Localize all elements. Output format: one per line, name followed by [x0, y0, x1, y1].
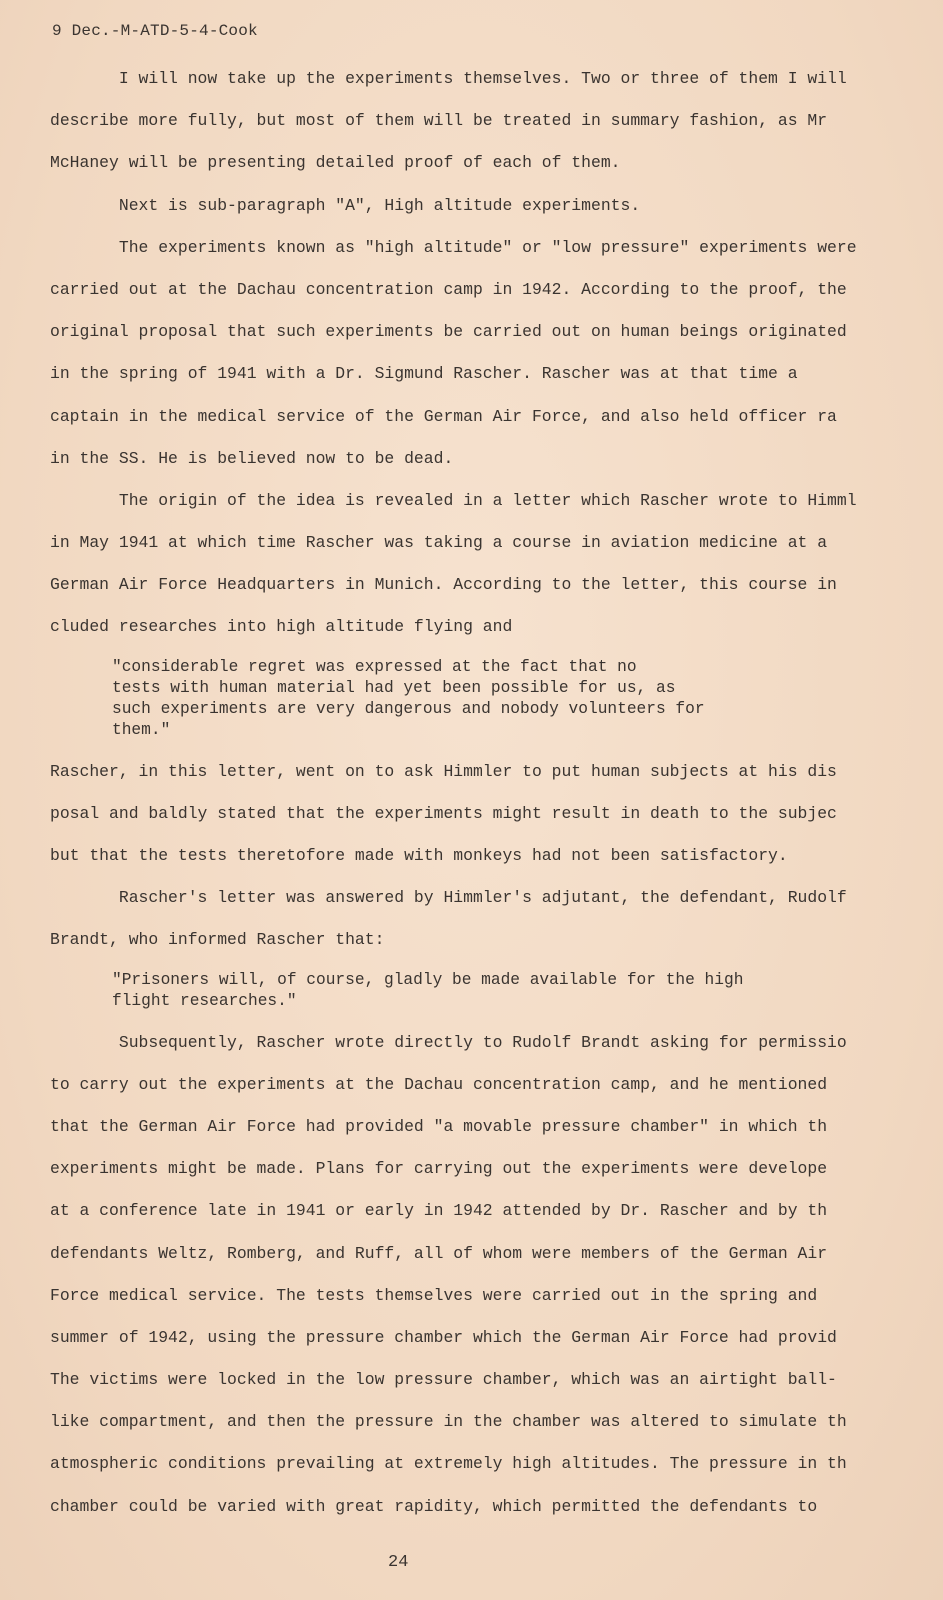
paragraph-3 [50, 227, 870, 480]
text-line: but that the tests theretofore made with monkeys had not been satisfactory. [50, 846, 788, 865]
quote-line: them." [112, 720, 171, 739]
paragraph-5 [50, 751, 870, 878]
page-number: 24 [388, 1553, 409, 1572]
quote-line: such experiments are very dangerous and nobody volunteers for [112, 699, 705, 718]
text-line: in the spring of 1941 with a Dr. Sigmund Rascher. Rascher was at that time a [50, 364, 798, 384]
text-line: captain in the medical service of the German Air Force, and also held officer ra [50, 406, 837, 426]
text-line: in May 1941 at which time Rascher was taking a course in aviation medicine at a [50, 533, 828, 553]
text-line: I will now take up the experiments themselves. Two or three of them I will [50, 69, 847, 88]
text-line: German Air Force Headquarters in Munich. According to the letter, this course in [50, 575, 837, 595]
paragraph-7 [50, 1022, 870, 1528]
quote-line: tests with human material had yet been possible for us, as [112, 678, 676, 697]
text-line: Brandt, who informed Rascher that: [50, 930, 385, 950]
text-line: McHaney will be presenting detailed proof of each of them. [50, 153, 621, 173]
text-line: carried out at the Dachau concentration camp in 1942. According to the proof, the [50, 279, 847, 299]
text-line: in the SS. He is believed now to be dead. [50, 448, 454, 468]
page-header: 9 Dec.-M-ATD-5-4-Cook [52, 22, 258, 40]
quote-line: "Prisoners will, of course, gladly be made available for the high [112, 970, 744, 989]
text-line: original proposal that such experiments be carried out on human beings originated [50, 322, 847, 342]
block-quote-1 [112, 649, 870, 751]
paragraph-1 [50, 58, 870, 185]
text-line: describe more fully, but most of them will be treated in summary fashion, as Mr [50, 111, 828, 131]
block-quote-2 [112, 962, 870, 1022]
quote-line: "considerable regret was expressed at the fact that no [112, 657, 637, 676]
text-line: that the German Air Force had provided "a movable pressure chamber" in which th [50, 1116, 828, 1136]
text-line: The experiments known as "high altitude" or "low pressure" experiments were [50, 237, 857, 257]
text-line: Rascher's letter was answered by Himmler's adjutant, the defendant, Rudolf [50, 888, 847, 908]
text-line: Force medical service. The tests themselves were carried out in the spring and [50, 1285, 818, 1305]
paragraph-2 [50, 185, 870, 227]
text-line: posal and baldly stated that the experiments might result in death to the subjec [50, 803, 837, 823]
paragraph-4 [50, 480, 870, 649]
text-line: cluded researches into high altitude flying and [50, 617, 513, 637]
text-line: Next is sub-paragraph "A", High altitude experiments. [50, 195, 641, 215]
quote-line: flight researches." [112, 991, 297, 1010]
text-line: chamber could be varied with great rapidity, which permitted the defendants to [50, 1496, 818, 1516]
paragraph-6 [50, 877, 870, 961]
document-body [50, 58, 870, 1528]
text-line: like compartment, and then the pressure in the chamber was altered to simulate th [50, 1412, 847, 1432]
text-line: Rascher, in this letter, went on to ask Himmler to put human subjects at his dis [50, 761, 837, 781]
text-line: at a conference late in 1941 or early in 1942 attended by Dr. Rascher and by th [50, 1201, 828, 1221]
text-line: summer of 1942, using the pressure chamber which the German Air Force had provid [50, 1327, 837, 1347]
text-line: defendants Weltz, Romberg, and Ruff, all of whom were members of the German Air [50, 1243, 828, 1263]
text-line: to carry out the experiments at the Dachau concentration camp, and he mentioned [50, 1074, 828, 1094]
text-line: experiments might be made. Plans for carrying out the experiments were develope [50, 1159, 828, 1179]
text-line: The origin of the idea is revealed in a letter which Rascher wrote to Himml [50, 490, 857, 510]
text-line: atmospheric conditions prevailing at extremely high altitudes. The pressure in th [50, 1454, 847, 1474]
text-line: Subsequently, Rascher wrote directly to Rudolf Brandt asking for permissio [50, 1032, 847, 1052]
text-line: The victims were locked in the low pressure chamber, which was an airtight ball- [50, 1370, 837, 1390]
